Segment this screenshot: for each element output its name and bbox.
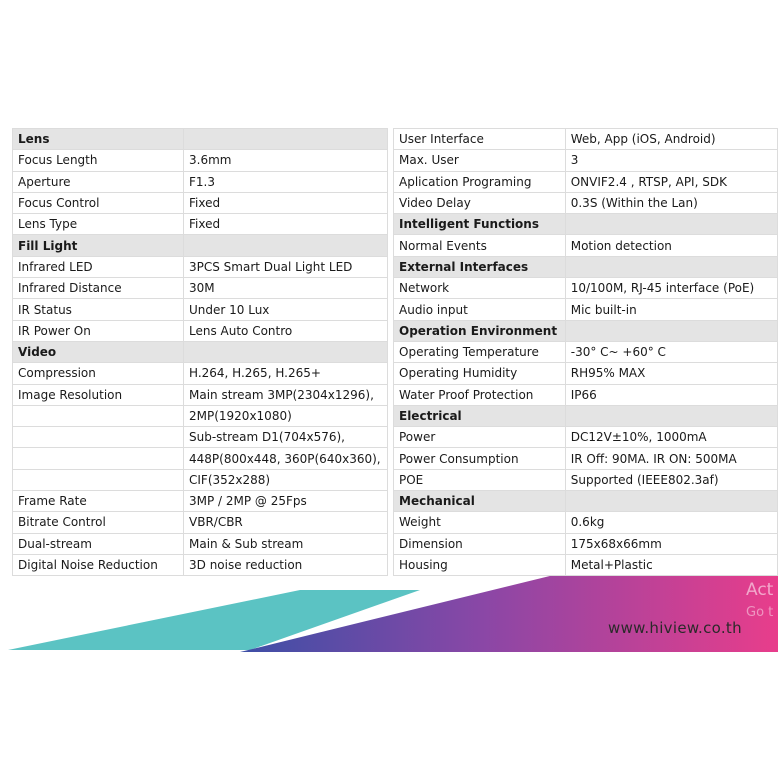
section-filler [565, 214, 777, 235]
section-filler [565, 405, 777, 426]
section-title: Intelligent Functions [394, 214, 566, 235]
spec-row [13, 448, 388, 469]
spec-row [13, 256, 388, 277]
spec-value: Main stream 3MP(2304x1296), [184, 384, 388, 405]
spec-value: CIF(352x288) [184, 469, 388, 490]
spec-value: 3.6mm [184, 150, 388, 171]
spec-row [13, 405, 388, 426]
spec-row [13, 192, 388, 213]
spec-label: Video Delay [394, 192, 566, 213]
spec-label: Network [394, 278, 566, 299]
spec-value: 175x68x66mm [565, 533, 777, 554]
spec-value: 0.6kg [565, 512, 777, 533]
spec-value: Web, App (iOS, Android) [565, 129, 777, 150]
spec-value: H.264, H.265, H.265+ [184, 363, 388, 384]
spec-row [394, 299, 778, 320]
section-header-row [394, 405, 778, 426]
spec-value: Sub-stream D1(704x576), [184, 427, 388, 448]
spec-row [394, 533, 778, 554]
spec-label: IR Status [13, 299, 184, 320]
spec-row [394, 448, 778, 469]
spec-label: Image Resolution [13, 384, 184, 405]
spec-label: Lens Type [13, 214, 184, 235]
spec-value: 10/100M, RJ-45 interface (PoE) [565, 278, 777, 299]
spec-row [394, 278, 778, 299]
spec-label [13, 469, 184, 490]
section-header-row [13, 235, 388, 256]
spec-value: Under 10 Lux [184, 299, 388, 320]
spec-label: POE [394, 469, 566, 490]
spec-label: Infrared Distance [13, 278, 184, 299]
spec-row [13, 150, 388, 171]
spec-value: Fixed [184, 214, 388, 235]
spec-value: Main & Sub stream [184, 533, 388, 554]
spec-label: Audio input [394, 299, 566, 320]
spec-value: VBR/CBR [184, 512, 388, 533]
spec-label: Water Proof Protection [394, 384, 566, 405]
spec-value: 3 [565, 150, 777, 171]
spec-value: IP66 [565, 384, 777, 405]
spec-value: 0.3S (Within the Lan) [565, 192, 777, 213]
overlay-text-line1: Act [746, 580, 774, 600]
spec-label: Frame Rate [13, 491, 184, 512]
spec-row [394, 171, 778, 192]
overlay-text-line2: Go t [746, 605, 774, 620]
section-filler [184, 235, 388, 256]
spec-label: IR Power On [13, 320, 184, 341]
spec-value: Supported (IEEE802.3af) [565, 469, 777, 490]
spec-label: Infrared LED [13, 256, 184, 277]
section-title: Operation Environment [394, 320, 566, 341]
section-filler [184, 341, 388, 362]
section-title: Mechanical [394, 491, 566, 512]
spec-label: Weight [394, 512, 566, 533]
spec-row [394, 427, 778, 448]
spec-label: Focus Length [13, 150, 184, 171]
spec-row [13, 363, 388, 384]
spec-label: Max. User [394, 150, 566, 171]
spec-label: Operating Temperature [394, 341, 566, 362]
spec-value: 30M [184, 278, 388, 299]
spec-table-right [393, 128, 778, 576]
website-url: www.hiview.co.th [608, 619, 742, 637]
spec-row [394, 129, 778, 150]
spec-row [13, 533, 388, 554]
spec-row [13, 171, 388, 192]
section-title: Video [13, 341, 184, 362]
spec-value: ONVIF2.4 , RTSP, API, SDK [565, 171, 777, 192]
spec-label: Aperture [13, 171, 184, 192]
section-filler [565, 320, 777, 341]
spec-row [13, 320, 388, 341]
section-title: Electrical [394, 405, 566, 426]
section-filler [565, 491, 777, 512]
spec-label: Dimension [394, 533, 566, 554]
spec-value: Metal+Plastic [565, 554, 777, 575]
spec-value: DC12V±10%, 1000mA [565, 427, 777, 448]
spec-row [394, 512, 778, 533]
spec-row [13, 512, 388, 533]
spec-label [13, 448, 184, 469]
spec-row [394, 150, 778, 171]
spec-value: 3PCS Smart Dual Light LED [184, 256, 388, 277]
spec-label: Normal Events [394, 235, 566, 256]
spec-value: -30° C~ +60° C [565, 341, 777, 362]
spec-value: F1.3 [184, 171, 388, 192]
spec-label: Housing [394, 554, 566, 575]
spec-row [13, 469, 388, 490]
spec-value: 2MP(1920x1080) [184, 405, 388, 426]
spec-label: Digital Noise Reduction [13, 554, 184, 575]
section-title: External Interfaces [394, 256, 566, 277]
section-header-row [13, 341, 388, 362]
spec-row [13, 299, 388, 320]
spec-row [13, 491, 388, 512]
spec-row [13, 384, 388, 405]
white-fade [0, 652, 778, 655]
spec-row [13, 554, 388, 575]
section-title: Fill Light [13, 235, 184, 256]
spec-label: Focus Control [13, 192, 184, 213]
spec-value: 3MP / 2MP @ 25Fps [184, 491, 388, 512]
spec-value: Lens Auto Contro [184, 320, 388, 341]
spec-row [394, 554, 778, 575]
spec-row [13, 427, 388, 448]
spec-value: 3D noise reduction [184, 554, 388, 575]
spec-value: 448P(800x448, 360P(640x360), [184, 448, 388, 469]
section-filler [565, 256, 777, 277]
section-title: Lens [13, 129, 184, 150]
spec-value: Fixed [184, 192, 388, 213]
spec-label: Operating Humidity [394, 363, 566, 384]
spec-label: Power Consumption [394, 448, 566, 469]
spec-row [13, 278, 388, 299]
spec-row [394, 363, 778, 384]
spec-value: Motion detection [565, 235, 777, 256]
spec-label: Compression [13, 363, 184, 384]
section-header-row [394, 256, 778, 277]
spec-row [13, 214, 388, 235]
spec-label: User Interface [394, 129, 566, 150]
spec-row [394, 384, 778, 405]
spec-value: IR Off: 90MA. IR ON: 500MA [565, 448, 777, 469]
spec-row [394, 192, 778, 213]
spec-table-left [12, 128, 388, 576]
spec-value: RH95% MAX [565, 363, 777, 384]
spec-label [13, 405, 184, 426]
section-header-row [394, 491, 778, 512]
section-header-row [13, 129, 388, 150]
spec-label: Aplication Programing [394, 171, 566, 192]
spec-row [394, 235, 778, 256]
section-header-row [394, 214, 778, 235]
section-filler [184, 129, 388, 150]
spec-label: Bitrate Control [13, 512, 184, 533]
section-header-row [394, 320, 778, 341]
spec-row [394, 469, 778, 490]
spec-value: Mic built-in [565, 299, 777, 320]
spec-label: Dual-stream [13, 533, 184, 554]
spec-label: Power [394, 427, 566, 448]
spec-label [13, 427, 184, 448]
spec-row [394, 341, 778, 362]
